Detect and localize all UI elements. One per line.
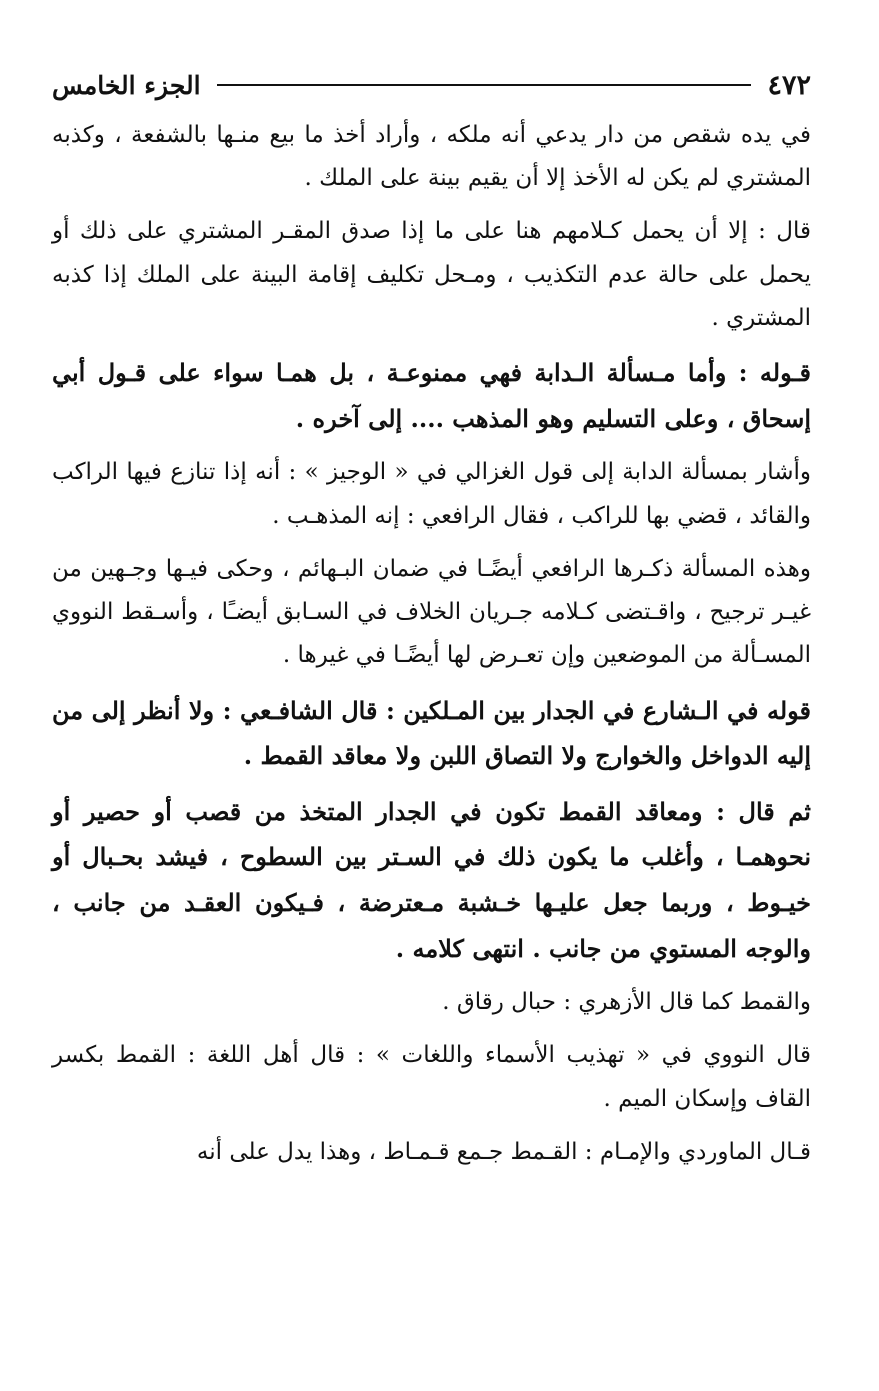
header-rule <box>217 84 752 86</box>
paragraph: وأشار بمسألة الدابة إلى قول الغزالي في « الوجيز » : أنه إذا تنازع فيها الراكب والقائد ، قضي بها للراكب ، فقال الرافعي : إنه المذهـب . <box>52 459 811 529</box>
quoted-paragraph: ثم قال : ومعاقد القمط تكون في الجدار المتخذ من قصب أو حصير أو نحوهمـا ، وأغلب ما يكون ذلك في السـتر بين السطوح ، فيشد بحـبال أو خيـوط ، وربما جعل عليـها خـشبة مـعترضة ، فـيكون العقـد من جانب ، والوجه المستوي من جانب . انتهى كلامه . <box>52 796 811 963</box>
book-page <box>52 60 811 1351</box>
paragraph: قـال الماوردي والإمـام : القـمط جـمع قـمـاط ، وهذا يدل على أنه <box>196 1138 811 1165</box>
quoted-paragraph: قـوله : وأما مـسألة الـدابة فهي ممنوعـة ، بل همـا سواء على قـول أبي إسحاق ، وعلى التسليم وهو المذهب .... إلى آخره . <box>52 358 811 433</box>
paragraph: والقمط كما قال الأزهري : حبال رقاق . <box>442 989 811 1016</box>
paragraph: قال النووي في « تهذيب الأسماء واللغات » : قال أهل اللغة : القمط بكسر القاف وإسكان الميم . <box>52 1042 811 1112</box>
paragraph: في يده شقص من دار يدعي أنه ملكه ، وأراد أخذ ما بيع منـها بالشفعة ، وكذبه المشتري لم يكن له الأخذ إلا أن يقيم بينة على الملك . <box>52 122 811 192</box>
body-text <box>52 114 811 1174</box>
running-title: الجزء الخامس <box>52 70 201 100</box>
paragraph: قال : إلا أن يحمل كـلامهم هنا على ما إذا صدق المقـر المشتري على ذلك أو يحمل على حالة عدم التكذيب ، ومـحل تكليف إقامة البينة على الملك إذا كذبه المشتري . <box>52 218 811 331</box>
page-header <box>52 60 811 110</box>
page-number: ٤٧٢ <box>767 69 811 101</box>
quoted-paragraph: قوله في الـشارع في الجدار بين المـلكين : قال الشافـعي : ولا أنظر إلى من إليه الدواخل والخوارج ولا التصاق اللبن ولا معاقد القمط . <box>52 695 811 771</box>
paragraph: وهذه المسألة ذكـرها الرافعي أيضًـا في ضمان البـهائم ، وحكى فيـها وجـهين من غيـر ترجيح ، واقـتضى كـلامه جـريان الخلاف في السـابق أيضـًا ، وأسـقط النووي المسـألة من الموضعين وإن تعـرض لها أيضًـا في غيرها . <box>52 555 811 669</box>
